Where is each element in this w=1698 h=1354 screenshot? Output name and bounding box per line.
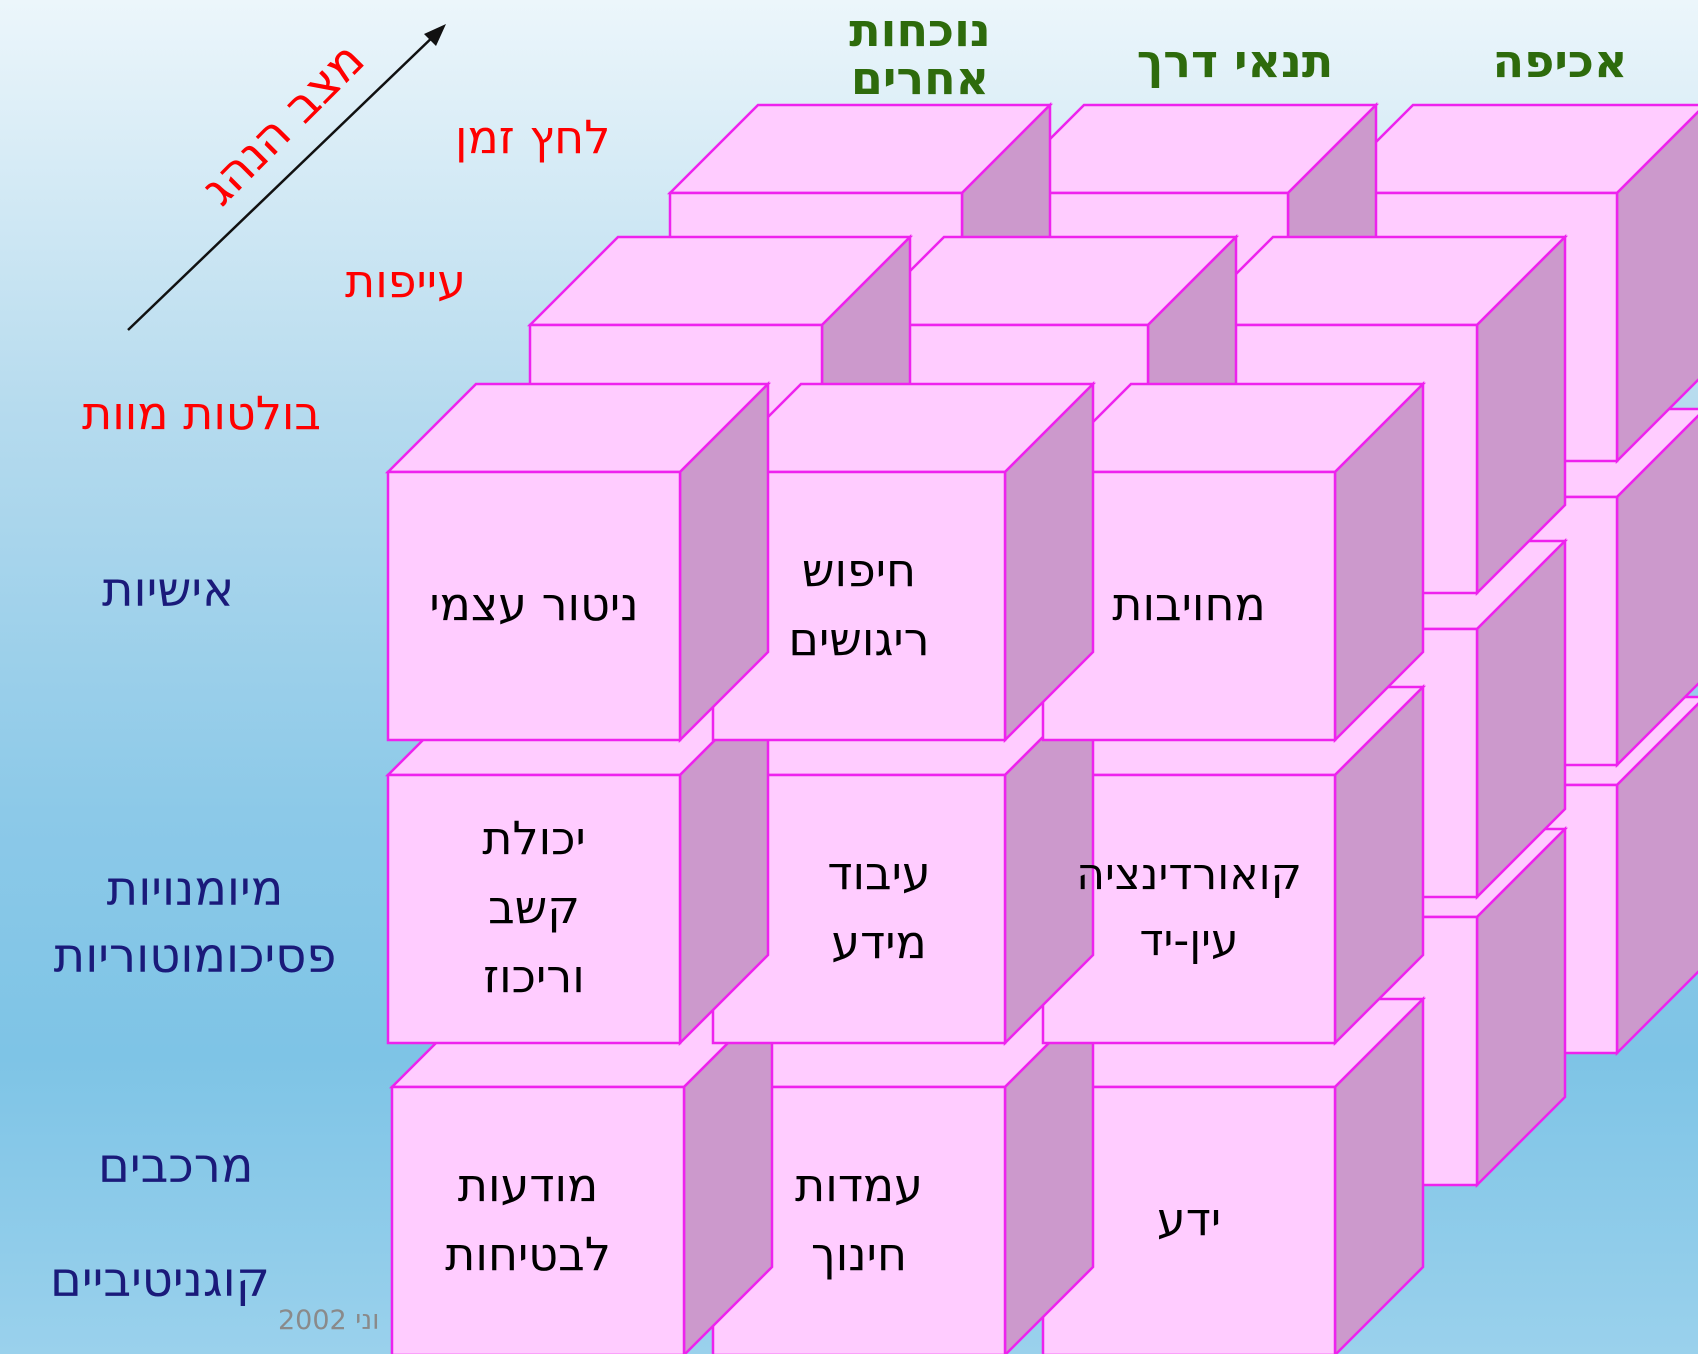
- column-header-enforcement: אכיפה: [1492, 34, 1628, 88]
- cell-attitudes-education: עמדות חינוך: [795, 1157, 923, 1281]
- row-label-components: מרכבים: [98, 1138, 254, 1194]
- column-header-road-conditions: תנאי דרך: [1136, 34, 1334, 88]
- axis-label-driver-state: מצב הנהג: [190, 31, 376, 217]
- footer-year: וני 2002: [278, 1305, 380, 1336]
- cell-safety-awareness: מודעות לבטיחות: [445, 1157, 611, 1281]
- cell-information-processing: עיבוד מידע: [827, 845, 931, 969]
- depth-label-mortality-salience: בולטות מוות: [82, 386, 322, 440]
- cell-knowledge: ידע: [1156, 1192, 1222, 1246]
- cell-sensation-seeking: חיפוש ריגושים: [788, 542, 930, 666]
- cell-self-monitoring: ניטור עצמי: [429, 577, 639, 631]
- cell-hand-eye-coordination: קואורדינציה עין-יד: [1076, 848, 1302, 966]
- depth-label-time-pressure: לחץ זמן: [455, 110, 611, 164]
- depth-label-fatigue: עייפות: [345, 254, 466, 308]
- cell-commitment: מחויבות: [1112, 577, 1266, 631]
- column-header-others-presence: נוכחות אחרים: [849, 3, 991, 106]
- row-label-psychomotor-skills: מיומנויות פסיכומוטוריות: [53, 861, 337, 985]
- row-label-personality: אישיות: [102, 562, 235, 618]
- row-label-cognitive: קוגניטיביים: [50, 1252, 270, 1308]
- cell-attention-capacity: יכולת קשב וריכוז: [482, 811, 586, 1003]
